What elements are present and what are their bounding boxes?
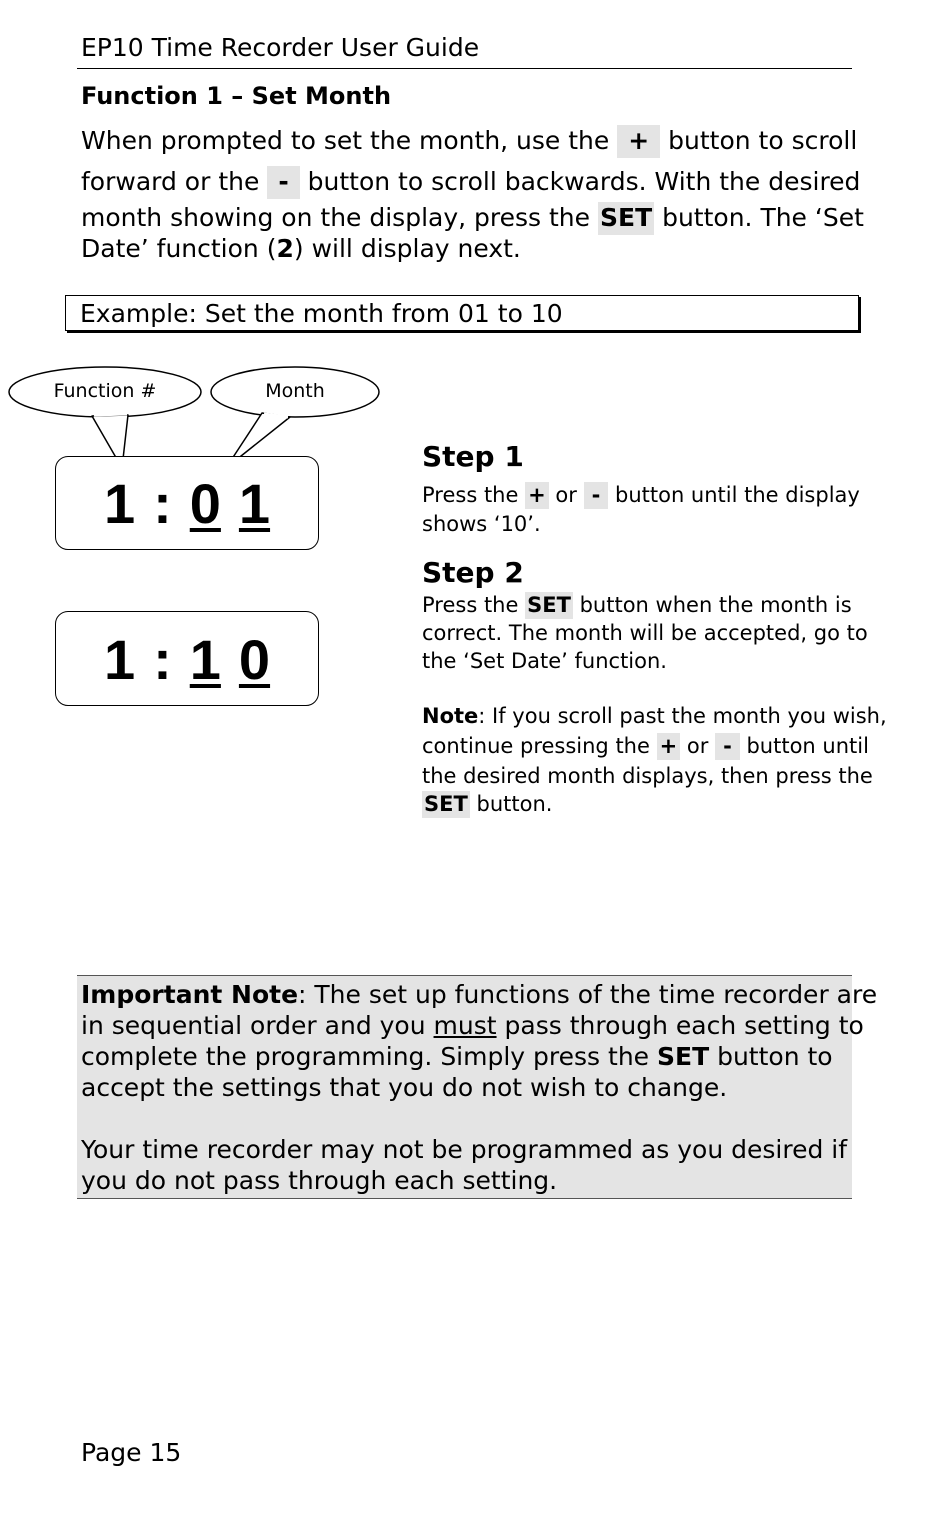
note-line [422,702,942,730]
lcd-display-after [55,611,319,706]
display-function-digit: 1 [103,472,136,535]
important-label: Important Note [81,980,299,1009]
example-box: Example: Set the month from 01 to 10 [65,295,859,331]
note-text [422,702,942,818]
intro-line [81,161,881,202]
note-label: Note [422,704,479,728]
display-separator: : [153,472,172,535]
intro-text: button to scroll [668,126,858,155]
step-text: or [555,483,577,507]
set-key: SET [525,592,573,619]
plus-key: + [617,125,660,158]
intro-text: ) will display next. [293,234,521,263]
important-text: pass through each setting to [504,1011,864,1040]
step-line: the ‘Set Date’ function. [422,649,667,673]
important-text: button to [717,1042,833,1071]
section-title: Function 1 – Set Month [81,82,392,110]
step-line: correct. The month will be accepted, go to [422,621,868,645]
display-separator: : [153,628,172,691]
function-bubble-label: Function # [53,380,157,402]
function-number: 2 [276,234,294,263]
set-key: SET [422,791,470,818]
display-month-digit: 0 [189,472,221,535]
set-key: SET [598,202,654,235]
step-text: Press the [422,483,519,507]
important-line [81,1010,864,1041]
header-divider [77,68,852,69]
spacer [81,1103,852,1134]
important-line [81,979,878,1010]
display-month-digit: 0 [238,628,271,691]
intro-paragraph [81,120,881,264]
display-month-digit: 1 [189,628,221,691]
display-month-digit: 1 [238,472,271,535]
note-text-span: button until [746,734,869,758]
note-text-span: or [686,734,709,758]
plus-key: + [657,733,681,760]
step-line: shows ‘10’. [422,512,541,536]
intro-line [81,233,881,264]
emphasis-must: must [433,1011,497,1040]
important-line [81,1041,852,1072]
intro-text: button to scroll backwards. With the desired [307,167,861,196]
step-text: Press the [422,593,519,617]
display-function-digit: 1 [103,628,136,691]
step-2-heading: Step 2 [422,556,524,589]
note-text-span: button. [476,792,553,816]
page-number: Page 15 [81,1438,182,1467]
important-line: accept the settings that you do not wish to change. [81,1073,728,1102]
note-line [422,730,942,762]
important-note-box [77,975,878,1199]
note-text-span: continue pressing the [422,734,650,758]
intro-text: month showing on the display, press the [81,203,591,232]
intro-text: When prompted to set the month, use the [81,126,610,155]
step-line [422,480,922,510]
step-line [422,591,922,619]
intro-text: button. The ‘Set [662,203,864,232]
important-text: in sequential order and you [81,1011,426,1040]
step-1-heading: Step 1 [422,440,524,473]
intro-line [81,120,881,161]
note-text-span: : If you scroll past the month you wish, [478,704,887,728]
minus-key: - [584,482,609,509]
important-line: Your time recorder may not be programmed as you desired if [81,1135,848,1164]
important-text: : The set up functions of the time recorder are [298,980,878,1009]
plus-key: + [525,482,549,509]
intro-line [81,202,881,233]
lcd-display-before [55,456,319,550]
minus-key: - [267,166,299,199]
step-2-text [422,591,922,675]
step-text: button until the display [614,483,860,507]
minus-key: - [715,733,740,760]
step-1-text [422,480,922,538]
important-line: you do not pass through each setting. [81,1166,558,1195]
important-text: complete the programming. Simply press the [81,1042,650,1071]
month-bubble-label: Month [265,380,325,402]
note-line: the desired month displays, then press the [422,764,873,788]
set-key-label: SET [657,1042,710,1071]
note-line [422,790,942,818]
document-header-title: EP10 Time Recorder User Guide [81,33,480,62]
step-text: button when the month is [579,593,852,617]
intro-text: forward or the [81,167,260,196]
intro-text: Date’ function ( [81,234,277,263]
